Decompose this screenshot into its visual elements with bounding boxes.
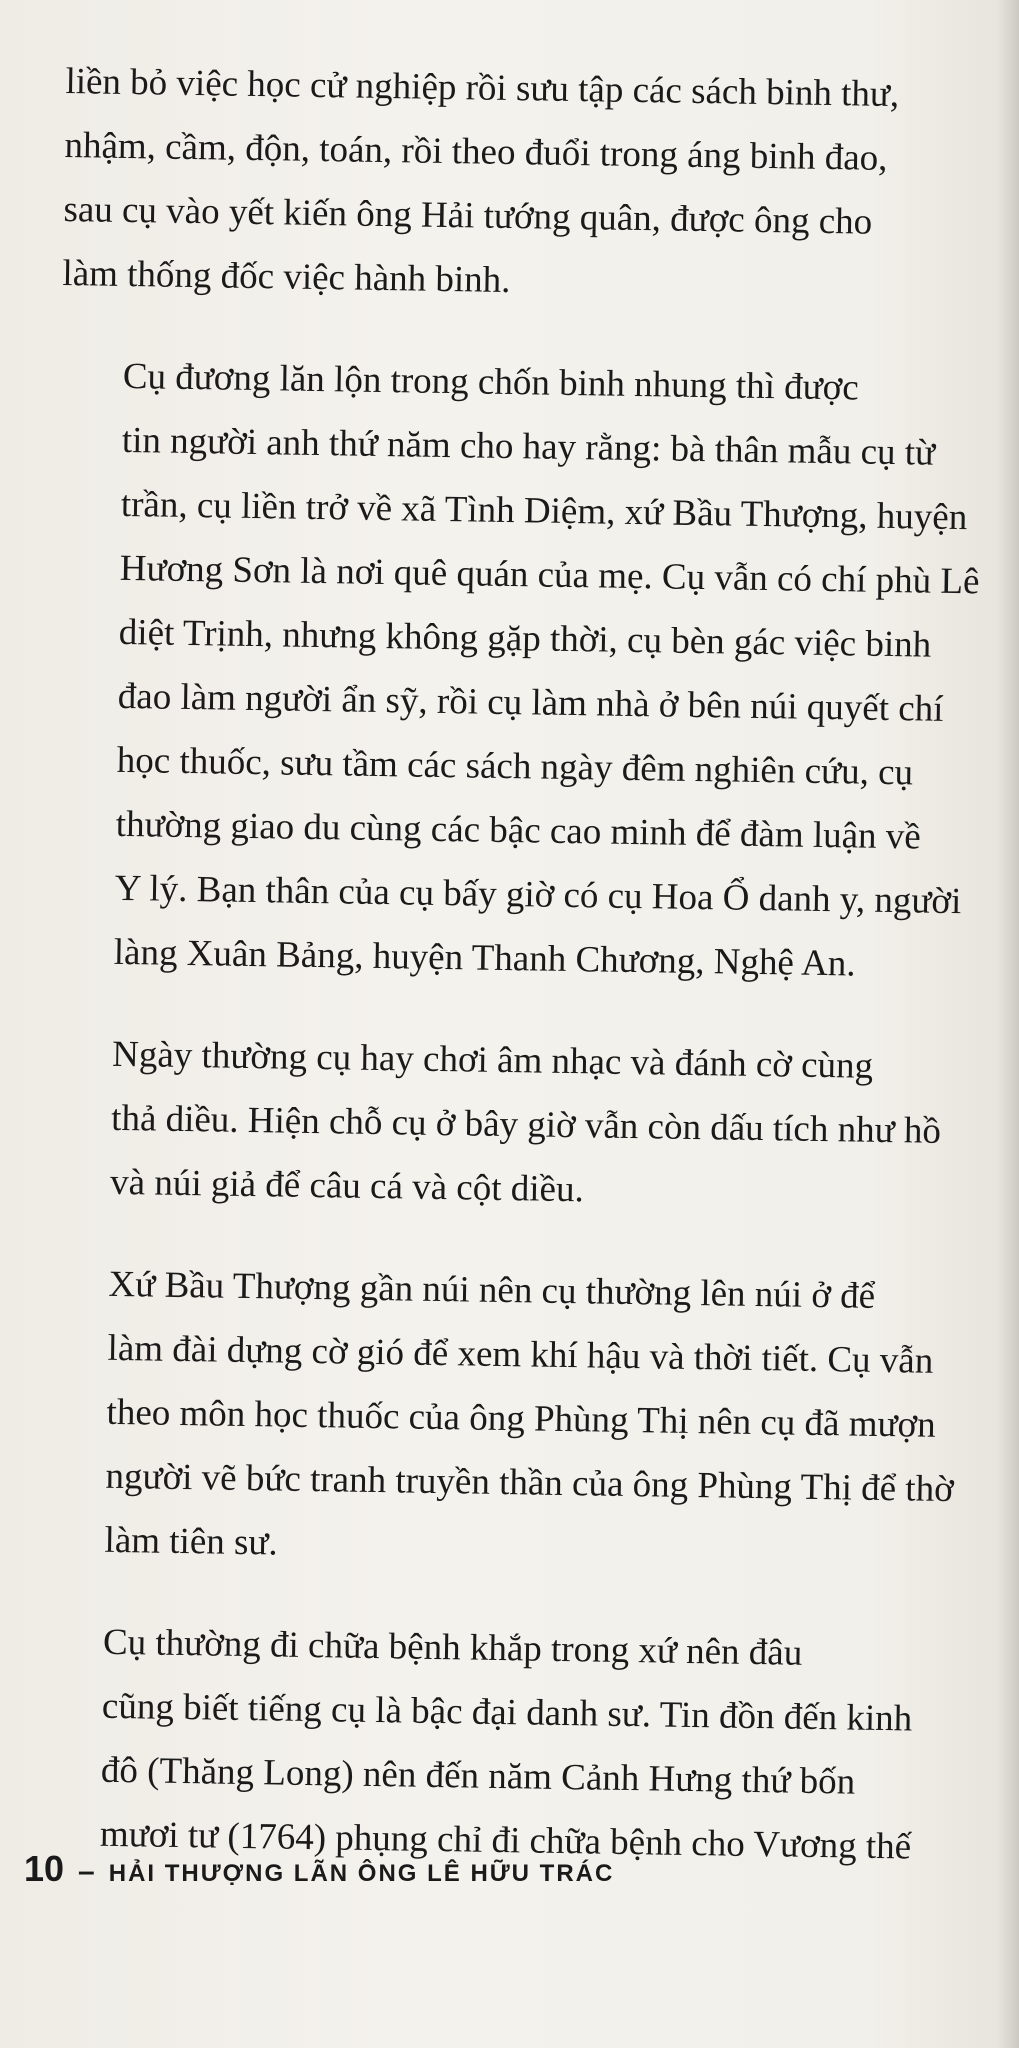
footer-separator: – xyxy=(78,1855,95,1888)
text-line: Cụ thường đi chữa bệnh khắp trong xứ nên đâu xyxy=(102,1621,803,1674)
text-line: người vẽ bức tranh truyền thần của ông Phùng Thị để thờ xyxy=(105,1455,955,1511)
text-line: nhậm, cầm, độn, toán, rồi theo đuổi trong áng binh đao, xyxy=(64,124,888,179)
text-line: học thuốc, sưu tầm các sách ngày đêm nghiên cứu, cụ xyxy=(116,739,914,794)
text-line: làm tiên sư. xyxy=(104,1519,279,1564)
text-line: sau cụ vào yết kiến ông Hải tướng quân, được ông cho xyxy=(63,188,873,243)
text-line: Xứ Bầu Thượng gần núi nên cụ thường lên núi ở để xyxy=(108,1263,876,1317)
text-line: Y lý. Bạn thân của cụ bấy giờ có cụ Hoa Ổ danh y, người xyxy=(114,867,962,923)
paragraph xyxy=(62,50,966,320)
paragraph xyxy=(42,1252,955,1586)
paragraph xyxy=(37,1610,941,1880)
text-line: theo môn học thuốc của ông Phùng Thị nên cụ đã mượn xyxy=(106,1391,936,1446)
text-line: thường giao du cùng các bậc cao minh để đàm luận về xyxy=(115,803,922,858)
running-title: HẢI THƯỢNG LÃN ÔNG LÊ HỮU TRÁC xyxy=(108,1860,615,1887)
text-line: đao làm người ẩn sỹ, rồi cụ làm nhà ở bên núi quyết chí xyxy=(117,675,944,730)
text-line: làng Xuân Bảng, huyện Thanh Chương, Nghệ An. xyxy=(113,931,856,985)
text-line: trần, cụ liền trở về xã Tình Diệm, xứ Bầu Thượng, huyện xyxy=(120,483,968,539)
page-number: 10 xyxy=(24,1848,65,1889)
text-line: Ngày thường cụ hay chơi âm nhạc và đánh cờ cùng xyxy=(111,1033,874,1087)
text-line: mươi tư (1764) phụng chỉ đi chữa bệnh cho Vương thế xyxy=(99,1813,912,1868)
text-line: Cụ đương lăn lộn trong chốn binh nhung thì được xyxy=(122,355,860,409)
page-edge-shadow xyxy=(997,0,1019,2048)
page-footer xyxy=(24,1848,614,1890)
text-line: làm thống đốc việc hành binh. xyxy=(62,252,511,302)
text-line: Hương Sơn là nơi quê quán của mẹ. Cụ vẫn có chí phù Lê xyxy=(119,547,980,603)
text-line: diệt Trịnh, nhưng không gặp thời, cụ bèn gác việc binh xyxy=(118,611,932,666)
text-line: liền bỏ việc học cử nghiệp rồi sưu tập các sách binh thư, xyxy=(65,60,900,116)
paragraph xyxy=(48,1022,951,1228)
text-line: thả diều. Hiện chỗ cụ ở bây giờ vẫn còn dấu tích như hồ xyxy=(110,1097,942,1152)
text-line: tin người anh thứ năm cho hay rằng: bà thân mẫu cụ từ xyxy=(121,419,936,474)
text-line: và núi giả để câu cá và cột diều. xyxy=(109,1161,585,1211)
body-text xyxy=(37,50,980,1918)
text-line: cũng biết tiếng cụ là bậc đại danh sư. Tin đồn đến kinh xyxy=(101,1685,913,1740)
text-line: đô (Thăng Long) nên đến năm Cảnh Hưng thứ bốn xyxy=(100,1749,856,1803)
paragraph xyxy=(51,344,980,998)
text-line: làm đài dựng cờ gió để xem khí hậu và thời tiết. Cụ vẫn xyxy=(107,1327,934,1382)
